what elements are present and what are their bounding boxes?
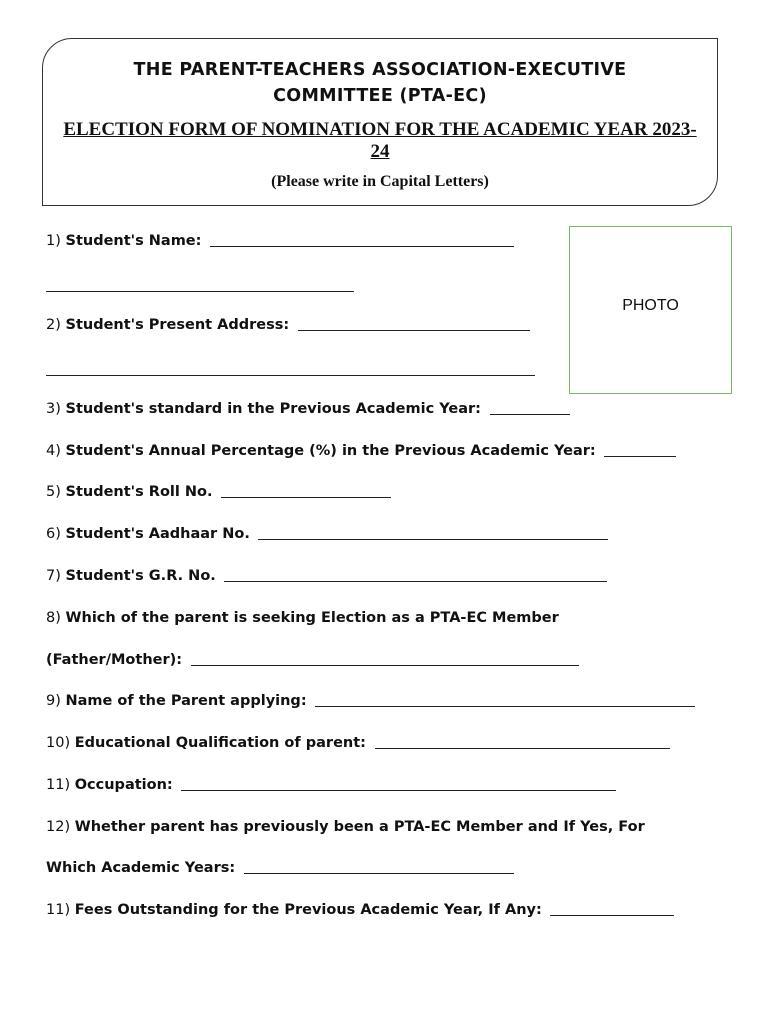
annual-percentage-blank[interactable] bbox=[604, 455, 676, 457]
field-number: 7) bbox=[46, 568, 61, 584]
instruction-text: (Please write in Capital Letters) bbox=[271, 173, 489, 190]
educational-qualification-blank[interactable] bbox=[375, 747, 670, 749]
field-label: Educational Qualification of parent: bbox=[74, 735, 366, 751]
father-mother-blank[interactable] bbox=[191, 664, 579, 666]
field-roll-no bbox=[46, 484, 391, 500]
field-number: 8) bbox=[46, 610, 61, 626]
field-label: Which Academic Years: bbox=[46, 860, 236, 876]
student-name-blank-continued[interactable] bbox=[46, 290, 354, 292]
field-label: Student's Annual Percentage (%) in the Previous Academic Year: bbox=[65, 443, 596, 459]
field-label: Student's G.R. No. bbox=[65, 568, 216, 584]
field-previous-pta-member bbox=[46, 819, 645, 835]
field-student-name bbox=[46, 233, 514, 249]
field-label: Student's Present Address: bbox=[65, 317, 290, 333]
field-label: Fees Outstanding for the Previous Academic Year, If Any: bbox=[74, 902, 542, 918]
field-educational-qualification bbox=[46, 735, 670, 751]
student-name-blank[interactable] bbox=[210, 245, 514, 247]
photo-label: PHOTO bbox=[622, 297, 679, 314]
field-label: Student's Aadhaar No. bbox=[65, 526, 250, 542]
field-number: 2) bbox=[46, 317, 61, 333]
field-number: 1) bbox=[46, 233, 61, 249]
field-parent-name bbox=[46, 693, 695, 709]
previous-standard-blank[interactable] bbox=[490, 413, 570, 415]
field-label: Student's standard in the Previous Academic Year: bbox=[65, 401, 481, 417]
field-label: Which of the parent is seeking Election as a PTA-EC Member bbox=[65, 610, 559, 626]
field-present-address bbox=[46, 317, 530, 333]
field-previous-standard bbox=[46, 401, 570, 417]
field-number: 6) bbox=[46, 526, 61, 542]
field-number: 4) bbox=[46, 443, 61, 459]
field-label: Student's Name: bbox=[65, 233, 202, 249]
field-label: Occupation: bbox=[74, 777, 173, 793]
roll-no-blank[interactable] bbox=[221, 496, 391, 498]
field-aadhaar-no bbox=[46, 526, 608, 542]
field-annual-percentage bbox=[46, 443, 676, 459]
field-label: (Father/Mother): bbox=[46, 652, 183, 668]
field-number: 9) bbox=[46, 693, 61, 709]
form-header-box bbox=[42, 38, 718, 206]
field-gr-no bbox=[46, 568, 607, 584]
field-number: 11) bbox=[46, 777, 71, 793]
parent-name-blank[interactable] bbox=[315, 705, 695, 707]
field-occupation bbox=[46, 777, 616, 793]
field-number: 10) bbox=[46, 735, 71, 751]
field-number: 12) bbox=[46, 819, 71, 835]
organization-title: THE PARENT-TEACHERS ASSOCIATION-EXECUTIVE COMMITTEE (PTA-EC) bbox=[133, 60, 627, 106]
gr-no-blank[interactable] bbox=[224, 580, 607, 582]
aadhaar-no-blank[interactable] bbox=[258, 538, 608, 540]
form-title: ELECTION FORM OF NOMINATION FOR THE ACADEMIC YEAR 2023-24 bbox=[63, 119, 697, 162]
occupation-blank[interactable] bbox=[181, 789, 616, 791]
field-number: 5) bbox=[46, 484, 61, 500]
field-parent-seeking-election bbox=[46, 610, 559, 626]
field-label: Student's Roll No. bbox=[65, 484, 213, 500]
present-address-blank-continued[interactable] bbox=[46, 374, 535, 376]
present-address-blank[interactable] bbox=[298, 329, 530, 331]
field-fees-outstanding bbox=[46, 902, 674, 918]
field-which-academic-years bbox=[46, 860, 514, 876]
field-label: Name of the Parent applying: bbox=[65, 693, 307, 709]
field-father-mother bbox=[46, 652, 579, 668]
photo-box[interactable] bbox=[569, 226, 732, 394]
field-number: 3) bbox=[46, 401, 61, 417]
fees-outstanding-blank[interactable] bbox=[550, 914, 674, 916]
field-label: Whether parent has previously been a PTA-EC Member and If Yes, For bbox=[74, 819, 645, 835]
which-academic-years-blank[interactable] bbox=[244, 872, 514, 874]
field-number: 11) bbox=[46, 902, 71, 918]
